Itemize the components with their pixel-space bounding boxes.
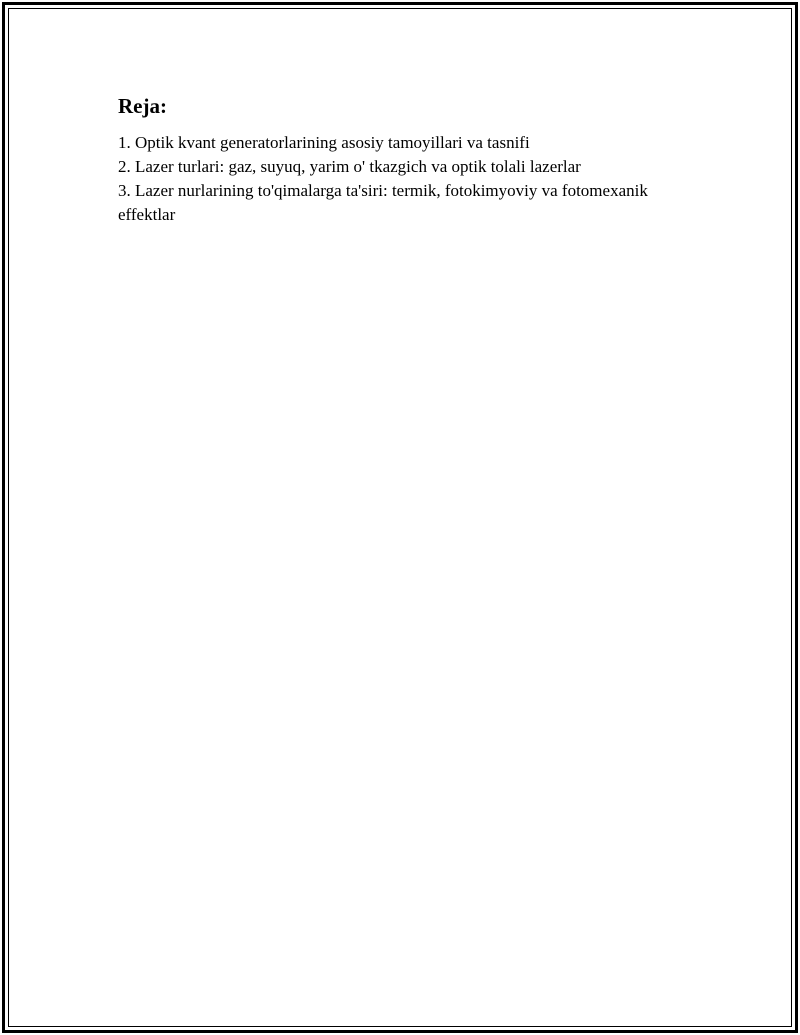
plan-list xyxy=(118,131,678,227)
page-content xyxy=(118,94,678,227)
plan-item-1: 1. Optik kvant generatorlarining asosiy tamoyillari va tasnifi xyxy=(118,133,530,152)
plan-item-3: 3. Lazer nurlarining to'qimalarga ta'siri: termik, fotokimyoviy va fotomexanik effektlar xyxy=(118,181,648,224)
page-heading: Reja: xyxy=(118,94,167,118)
plan-item-2: 2. Lazer turlari: gaz, suyuq, yarim o' tkazgich va optik tolali lazerlar xyxy=(118,157,581,176)
